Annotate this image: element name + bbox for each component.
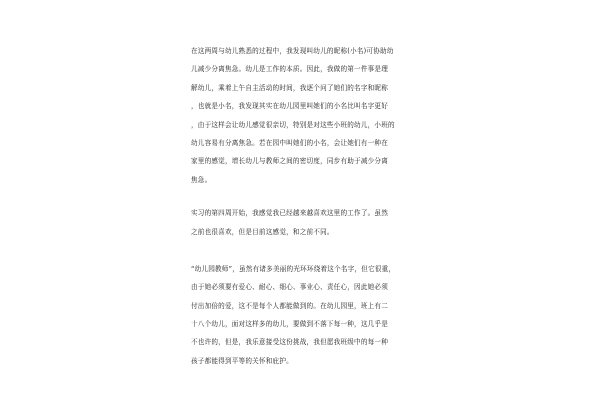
paragraph-2 — [191, 204, 409, 241]
paragraph-line: 之前也很喜欢，但是目前这感觉，和之前不同。 — [191, 227, 334, 236]
paragraph-1 — [191, 42, 409, 189]
paragraph-line: 孩子都能得到平等的关怀和庇护。 — [191, 356, 293, 365]
paragraph-line: 付出加倍的爱，这不是每个人都能做到的。在幼儿园里，班上有二 — [191, 301, 389, 310]
paragraph-line: 由于她必须要有爱心、耐心、细心、事业心、责任心，因此她必须 — [191, 283, 389, 292]
paragraph-line: 解幼儿，乘着上午自主活动的时间，我逐个问了她们的名字和昵称 — [191, 83, 389, 92]
paragraph-line: 实习的第四周开始，我感觉我已经越来越喜欢这里的工作了。虽然 — [191, 209, 389, 218]
body-text — [191, 42, 409, 370]
paragraph-line: 不也许的，但是，我乐意接受这份挑战，我但愿我班级中的每一种 — [191, 338, 389, 347]
paragraph-line: ，也就是小名，我发现其实在幼儿园里叫她们的小名比叫名字更好 — [191, 102, 389, 111]
paragraph-line: 焦急。 — [191, 175, 212, 184]
paragraph-line: 在这两周与幼儿熟悉的过程中，我发现叫幼儿的昵称(小名)可协助幼 — [191, 47, 394, 55]
paragraph-line: 家里的感觉，增长幼儿与教师之间的密切度，同步有助于减少分离 — [191, 157, 389, 166]
paragraph-line: 儿减少分离焦急。幼儿是工作的本质。因此，我做的第一件事是理 — [191, 65, 389, 74]
paragraph-line: 幼儿容易有分离焦急。若在园中叫她们的小名，会让她们有一种在 — [191, 138, 389, 147]
paragraph-line: “幼儿园教师”，虽然有诸多美丽的光环环绕着这个名字，但它很重， — [191, 264, 396, 273]
paragraph-line: 十八个幼儿，面对这样多的幼儿，要做到不落下每一种，这几乎是 — [191, 320, 389, 329]
paragraph-line: ，由于这样会让幼儿感觉很亲切，特别是对这些小班的幼儿，小班的 — [191, 120, 395, 129]
paragraph-3 — [191, 260, 409, 370]
